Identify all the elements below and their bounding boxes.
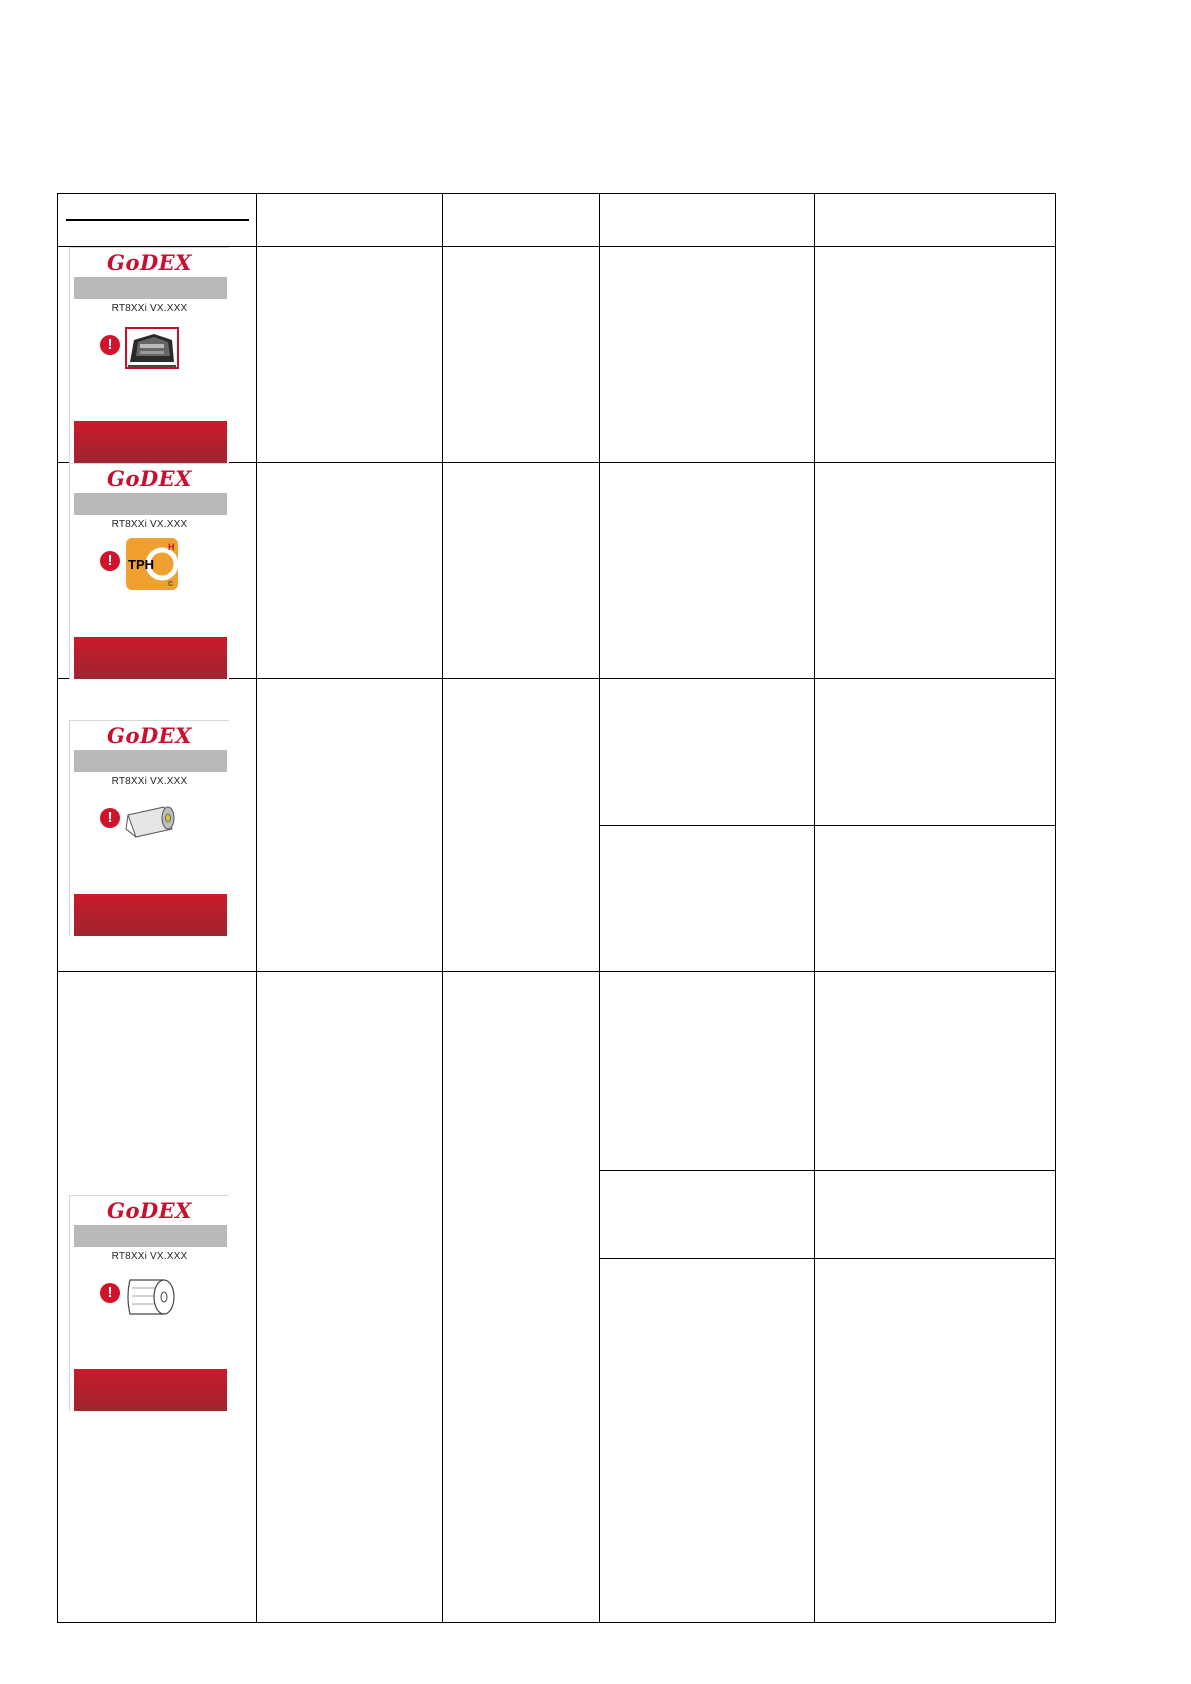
red-footer-bar xyxy=(74,1369,227,1411)
godex-logo: GoDEX xyxy=(107,1198,192,1223)
model-version: RT8XXi VX.XXX xyxy=(111,776,188,787)
lcd-screen-ribbon xyxy=(69,720,229,936)
lcd-screen-tph xyxy=(69,463,229,679)
column-divider xyxy=(599,193,600,1623)
tph-label: TPH xyxy=(128,557,154,572)
model-version: RT8XXi VX.XXX xyxy=(111,1251,188,1262)
column-divider xyxy=(256,193,257,1623)
tph-temperature-icon xyxy=(124,536,180,592)
status-bar xyxy=(74,750,227,772)
warning-icon: ! xyxy=(100,808,120,828)
ribbon-roll-icon xyxy=(124,799,180,843)
status-bar xyxy=(74,1225,227,1247)
sub-row-divider xyxy=(599,1258,1056,1259)
sub-row-divider xyxy=(599,1170,1056,1171)
print-head-open-icon xyxy=(124,326,180,370)
label-roll-icon xyxy=(124,1274,180,1318)
header-underline xyxy=(66,219,249,221)
column-divider xyxy=(814,193,815,1623)
model-version: RT8XXi VX.XXX xyxy=(111,303,188,314)
godex-logo: GoDEX xyxy=(107,250,192,275)
status-bar xyxy=(74,277,227,299)
warning-icon: ! xyxy=(100,551,120,571)
tph-high-label: H xyxy=(168,542,175,552)
lcd-screen-head-open xyxy=(69,247,229,463)
status-bar xyxy=(74,493,227,515)
tph-low-label: c xyxy=(168,578,174,588)
column-divider xyxy=(442,193,443,1623)
sub-row-divider xyxy=(599,825,1056,826)
warning-icon: ! xyxy=(100,335,120,355)
godex-logo: GoDEX xyxy=(107,466,192,491)
red-footer-bar xyxy=(74,894,227,936)
row-divider xyxy=(57,971,1056,972)
lcd-screen-label xyxy=(69,1195,229,1411)
red-footer-bar xyxy=(74,421,227,463)
red-footer-bar xyxy=(74,637,227,679)
warning-icon: ! xyxy=(100,1283,120,1303)
godex-logo: GoDEX xyxy=(107,723,192,748)
model-version: RT8XXi VX.XXX xyxy=(111,519,188,530)
